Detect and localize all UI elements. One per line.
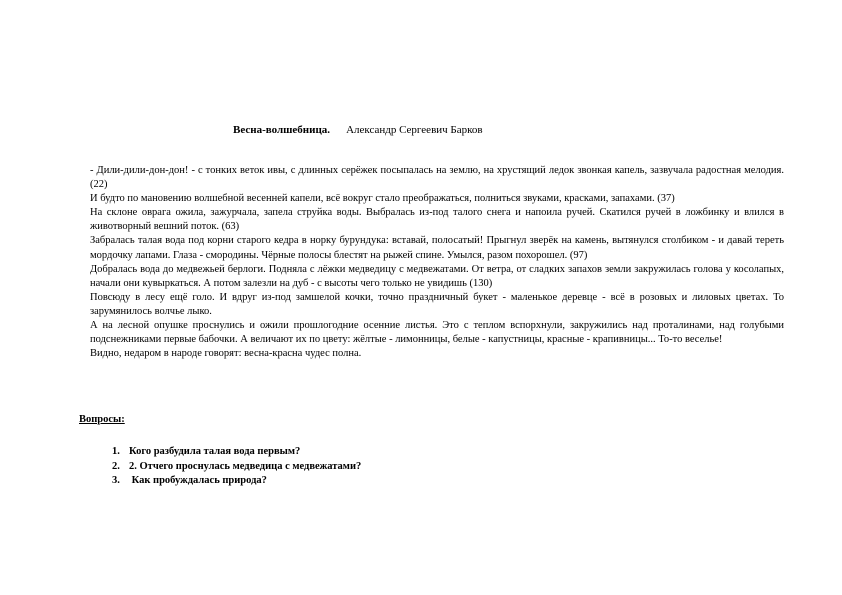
question-text: 2. Отчего проснулась медведица с медвежатами? (129, 460, 362, 472)
question-number: 3. (112, 475, 120, 486)
question-number: 2. (112, 460, 120, 472)
story-author: Александр Сергеевич Барков (346, 124, 483, 136)
paragraph-text: Видно, недаром в народе говорят: весна-красна чудес полна. (90, 348, 362, 360)
questions-heading: Вопросы: (79, 414, 125, 425)
paragraph-text: На склоне оврага ожила, зажурчала, запела струйка воды. Выбралась из-под талого снега и напоила ручей. Скатился ручей в ложбинку и влился в животворный вешний поток. (63) (90, 207, 784, 233)
paragraph (90, 164, 784, 192)
paragraph (90, 347, 784, 361)
paragraph (90, 206, 784, 234)
paragraph-text: И будто по мановению волшебной весенней капели, всё вокруг стало преображаться, полниться звуками, красками, запахами. (37) (90, 193, 675, 205)
story-text (90, 164, 784, 361)
paragraph-text: Повсюду в лесу ещё голо. И вдруг из-под замшелой кочки, точно праздничный букет - маленькое деревце - всё в розовых и лиловых цветах. То зарумянилось волчье лыко. (90, 291, 784, 317)
title-line (233, 123, 483, 137)
paragraph (90, 234, 784, 262)
paragraph-text: Добралась вода до медвежьей берлоги. Подняла с лёжки медведицу с медвежатами. От ветра, от сладких запахов земли закружилась голова у косолапых, начали они кувыркаться. А потом залезли на дуб - с высоты чего только не увидишь (130) (90, 263, 784, 289)
question-item (112, 460, 361, 475)
paragraph (90, 263, 784, 291)
paragraph (90, 319, 784, 347)
story-title: Весна-волшебница. (233, 124, 331, 136)
questions-list (112, 445, 361, 489)
paragraph (90, 192, 784, 206)
question-text: Как пробуждалась природа? (129, 475, 267, 486)
paragraph-text: А на лесной опушке проснулись и ожили прошлогодние осенние листья. Это с теплом вспорхнули, закружились над проталинами, над голубыми подснежниками первые бабочки. А величают их по цвету: жёлтые - лимонницы, белые - капустницы, красные - крапивницы... То-то веселье! (90, 320, 784, 346)
paragraph-text: - Дили-дили-дон-дон! - с тонких веток ивы, с длинных серёжек посыпалась на землю, на хрустящий ледок звонкая капель, зазвучала радостная мелодия. (22) (90, 165, 784, 191)
question-text: Кого разбудила талая вода первым? (129, 446, 301, 457)
question-item (112, 445, 361, 460)
question-number: 1. (112, 446, 120, 457)
paragraph-text: Забралась талая вода под корни старого кедра в норку бурундука: вставай, полосатый! Прыгнул зверёк на камень, вытянулся столбиком - и давай тереть мордочку лапами. Глаза - смородины. Чёрные полосы блестят на рыжей спине. Умылся, разом похорошел. (97) (90, 235, 784, 261)
paragraph (90, 291, 784, 319)
question-item (112, 474, 361, 489)
